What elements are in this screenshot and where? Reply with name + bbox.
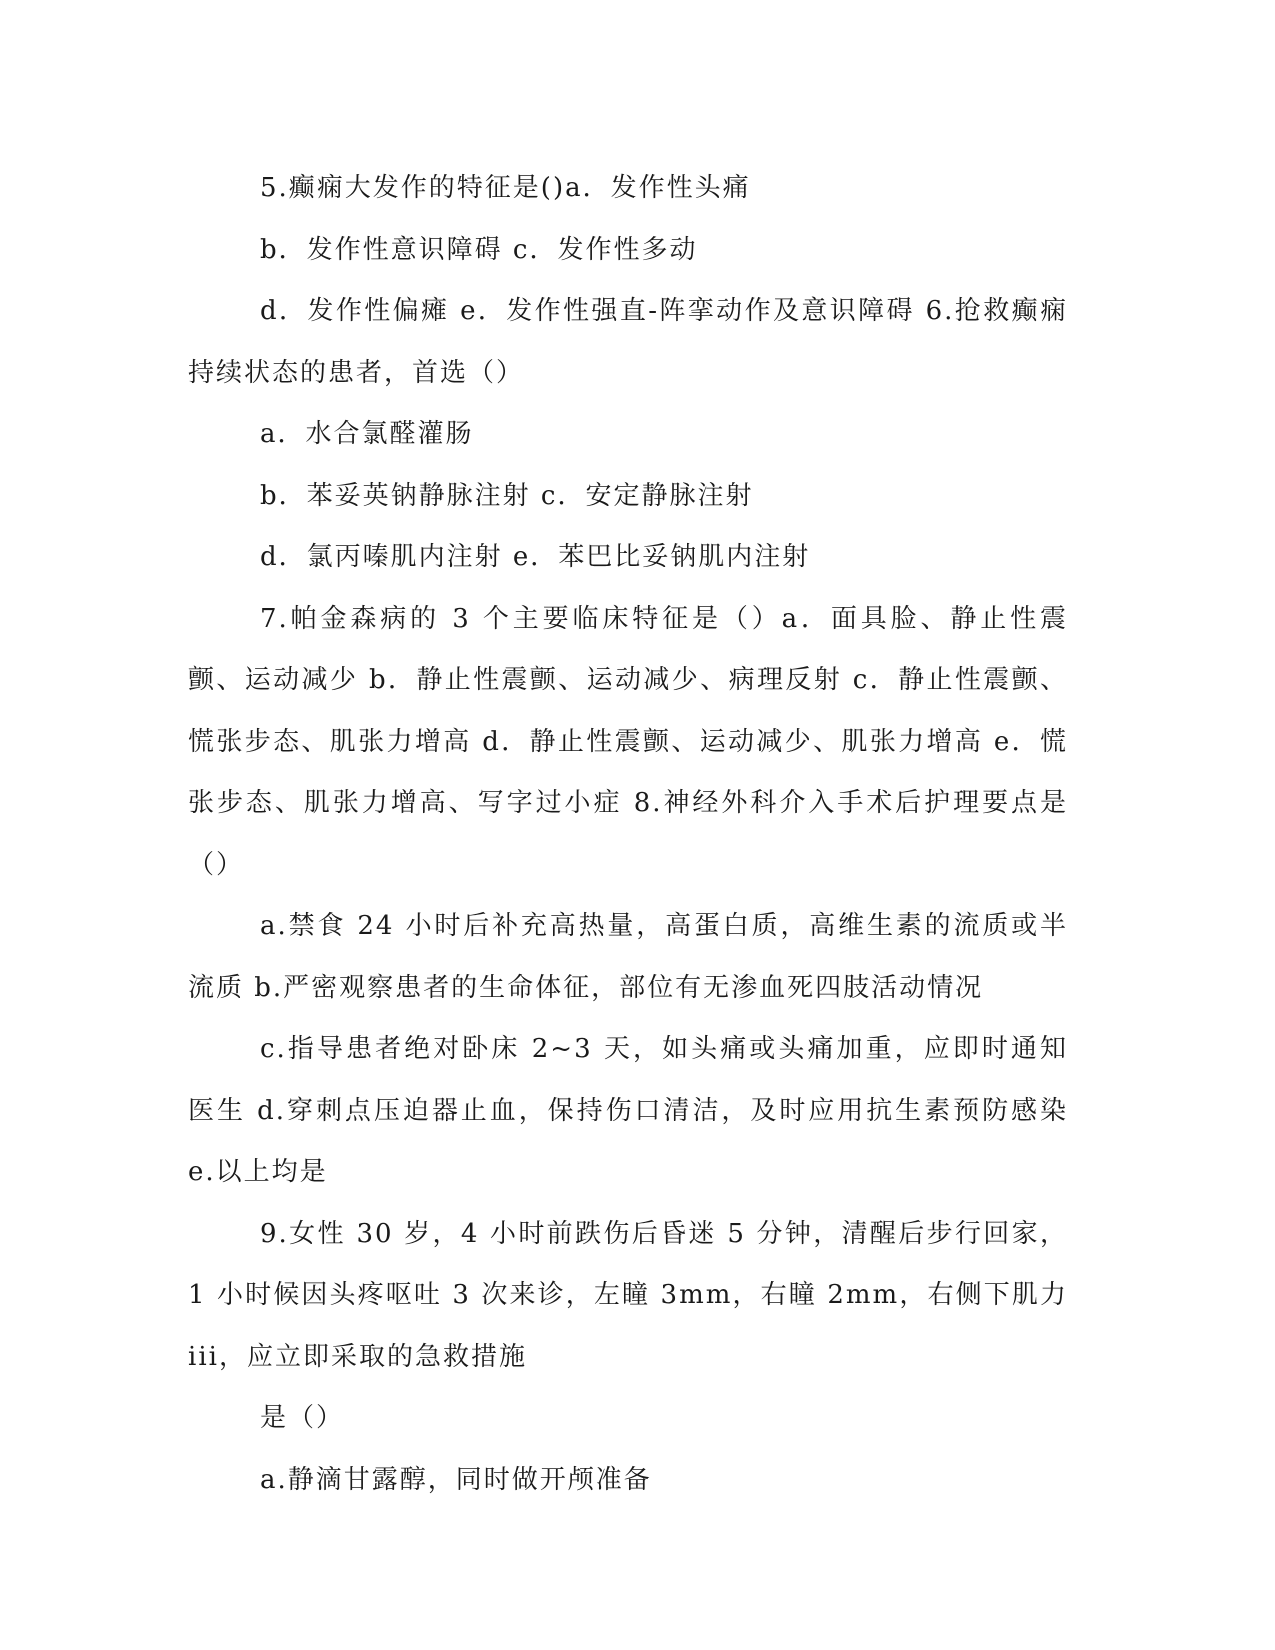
question-6-options-d-e: d．氯丙嗪肌内注射 e．苯巴比妥钠肌内注射	[260, 542, 811, 572]
question-5-stem: 5.癫痫大发作的特征是()a．发作性头痛	[260, 173, 751, 203]
question-7-and-8: 7.帕金森病的 3 个主要临床特征是（）a．面具脸、静止性震颤、运动减少 b．静止性震颤、运动减少、病理反射 c．静止性震颤、慌张步态、肌张力增高 d．静止性震颤、运动减少、肌张力增高 e．慌张步态、肌张力增高、写字过小症 8.神经外科介入手术后护理要点是（）	[188, 603, 1068, 880]
question-6-option-a: a．水合氯醛灌肠	[260, 419, 474, 449]
question-5-options-d-e-question-6: d．发作性偏瘫 e．发作性强直-阵挛动作及意识障碍 6.抢救癫痫持续状态的患者，首选（）	[188, 296, 1068, 388]
question-8-options-a-b: a.禁食 24 小时后补充高热量，高蛋白质，高维生素的流质或半流质 b.严密观察患者的生命体征，部位有无渗血死四肢活动情况	[188, 911, 1068, 1003]
document-page	[188, 158, 1068, 1511]
question-6-options-b-c: b．苯妥英钠静脉注射 c．安定静脉注射	[260, 480, 754, 511]
question-9-option-a: a.静滴甘露醇，同时做开颅准备	[260, 1464, 652, 1495]
question-8-options-c-e: c.指导患者绝对卧床 2~3 天，如头痛或头痛加重，应即时通知医生 d.穿刺点压迫器止血，保持伤口清洁，及时应用抗生素预防感染 e.以上均是	[188, 1034, 1068, 1187]
question-5-options-b-c: b．发作性意识障碍 c．发作性多动	[260, 234, 698, 265]
question-9-stem: 9.女性 30 岁，4 小时前跌伤后昏迷 5 分钟，清醒后步行回家，1 小时候因头疼呕吐 3 次来诊，左瞳 3mm，右瞳 2mm，右侧下肌力 iii，应立即采取的急救措施	[188, 1218, 1068, 1372]
question-9-stem-end: 是（）	[260, 1403, 345, 1433]
